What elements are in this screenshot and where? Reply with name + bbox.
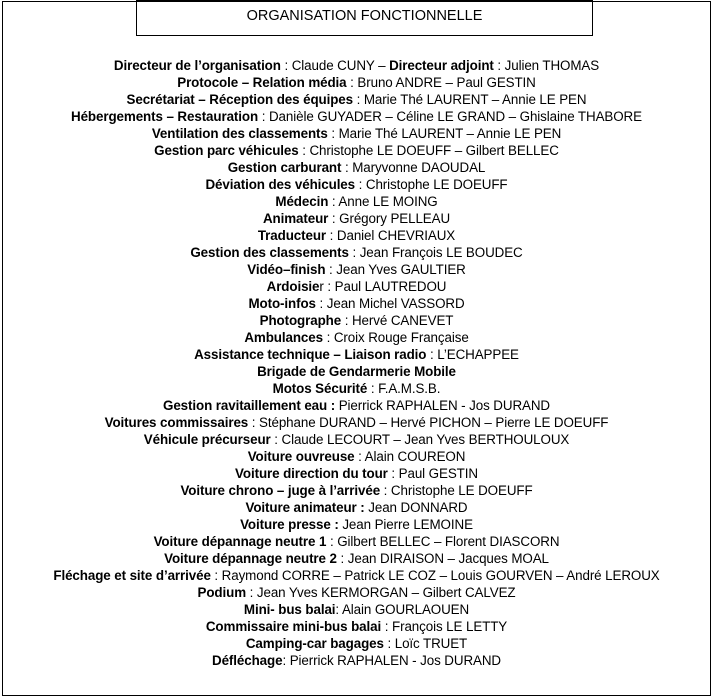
entry-row	[2, 57, 711, 74]
entry-role: Animateur	[262, 211, 329, 226]
entry-row	[2, 278, 711, 295]
entry-row	[2, 312, 711, 329]
entry-role: Mini- bus balai	[243, 602, 336, 617]
entry-separator: :	[322, 330, 334, 345]
entry-role: Voiture chrono – juge à l’arrivée	[180, 483, 381, 498]
entry-role: Voiture dépannage neutre 1	[153, 534, 327, 549]
entry-row	[2, 363, 711, 380]
entry-role: Voiture ouvreuse	[247, 449, 355, 464]
entry-separator: :	[258, 109, 269, 124]
entry-names: Christophe LE DOEUFF	[365, 177, 508, 192]
entry-role: Assistance technique – Liaison radio	[194, 347, 427, 362]
entry-row	[2, 465, 711, 482]
entry-separator: :	[328, 211, 340, 226]
entry-role: Directeur de l’organisation	[113, 58, 281, 73]
entry-role: Hébergements – Restauration	[71, 109, 259, 124]
entry-row	[2, 482, 711, 499]
entry-names: Jean Yves GAULTIER	[336, 262, 466, 277]
entry-separator: :	[381, 619, 392, 634]
entry-row	[2, 227, 711, 244]
entry-separator: :	[270, 432, 282, 447]
entry-row	[2, 431, 711, 448]
entry-separator: :	[335, 602, 342, 617]
entry-row	[2, 91, 711, 108]
entry-names: Stéphane DURAND – Hervé PICHON – Pierre LE DOEUFF	[259, 415, 609, 430]
entry-role: Gestion des classements	[190, 245, 349, 260]
entry-separator: :	[380, 483, 391, 498]
entry-row	[2, 74, 711, 91]
entry-names: Danièle GUYADER – Céline LE GRAND – Ghislaine THABORE	[268, 109, 642, 124]
entry-separator: :	[341, 313, 352, 328]
entry-row	[2, 584, 711, 601]
entry-role: Gestion ravitaillement eau :	[163, 398, 336, 413]
title-box	[136, 0, 593, 36]
entry-separator: :	[298, 143, 310, 158]
entry-row	[2, 499, 711, 516]
entry-names: Pierrick RAPHALEN - Jos DURAND	[289, 653, 501, 668]
entry-separator: :	[327, 126, 339, 141]
entry-row	[2, 516, 711, 533]
entry-separator: :	[354, 449, 365, 464]
entry-row	[2, 601, 711, 618]
entry-names: L’ECHAPPEE	[437, 347, 519, 362]
entry-separator: :	[426, 347, 438, 362]
entry-row	[2, 635, 711, 652]
entry-role: Ardoisie	[266, 279, 320, 294]
entry-row	[2, 176, 711, 193]
entry-role: Commissaire mini-bus balai	[205, 619, 382, 634]
entry-names: Christophe LE DOEUFF – Gilbert BELLEC	[309, 143, 559, 158]
entry-names: Paul LAUTREDOU	[334, 279, 447, 294]
organisation-list	[2, 57, 711, 669]
entry-role: Protocole – Relation média	[177, 75, 347, 90]
entry-role-secondary: Directeur adjoint	[389, 58, 494, 73]
entry-role: Motos Sécurité	[272, 381, 368, 396]
entry-role: Voitures commissaires	[104, 415, 249, 430]
entry-separator: :	[282, 653, 290, 668]
entry-names: Christophe LE DOEUFF	[390, 483, 533, 498]
entry-separator: :	[348, 245, 360, 260]
entry-names: Loïc TRUET	[394, 636, 468, 651]
entry-names: Jean Yves KERMORGAN – Gilbert CALVEZ	[256, 585, 516, 600]
entry-role: Véhicule précurseur	[143, 432, 271, 447]
entry-role: Médecin	[275, 194, 329, 209]
entry-role: Secrétariat – Réception des équipes	[126, 92, 353, 107]
entry-role: Ambulances	[244, 330, 323, 345]
entry-names: Jean Michel VASSORD	[326, 296, 465, 311]
entry-names: Jean DONNARD	[368, 500, 468, 515]
entry-row	[2, 652, 711, 669]
entry-separator: :	[355, 177, 366, 192]
entry-role: Gestion carburant	[227, 160, 342, 175]
entry-row	[2, 193, 711, 210]
entry-role: Podium	[197, 585, 246, 600]
entry-separator: :	[336, 551, 348, 566]
entry-names: Alain GOURLAOUEN	[341, 602, 470, 617]
entry-separator: :	[328, 194, 339, 209]
entry-role: Voiture dépannage neutre 2	[164, 551, 337, 566]
entry-row	[2, 159, 711, 176]
entry-separator: :	[387, 466, 399, 481]
entry-separator: :	[341, 160, 353, 175]
entry-separator: :	[315, 296, 327, 311]
entry-role: Voiture presse :	[240, 517, 343, 532]
entry-row	[2, 550, 711, 567]
entry-row	[2, 261, 711, 278]
entry-names: Bruno ANDRE – Paul GESTIN	[357, 75, 536, 90]
entry-names: François LE LETTY	[392, 619, 508, 634]
entry-row	[2, 397, 711, 414]
entry-names: Paul GESTIN	[398, 466, 478, 481]
entry-role: Brigade de Gendarmerie Mobile	[257, 364, 456, 379]
entry-role: Défléchage	[212, 653, 283, 668]
entry-separator: :	[325, 262, 337, 277]
entry-role: Traducteur	[257, 228, 327, 243]
entry-separator: :	[383, 636, 395, 651]
entry-separator: :	[248, 415, 260, 430]
page-title: ORGANISATION FONCTIONNELLE	[246, 8, 483, 24]
entry-separator: :	[280, 58, 292, 73]
entry-row	[2, 533, 711, 550]
entry-separator-secondary: :	[493, 58, 505, 73]
entry-names: Daniel CHEVRIAUX	[336, 228, 456, 243]
entry-names: Hervé CANEVET	[351, 313, 454, 328]
entry-separator: r :	[319, 279, 335, 294]
entry-names: Anne LE MOING	[338, 194, 438, 209]
entry-names: Alain COUREON	[364, 449, 466, 464]
entry-row	[2, 210, 711, 227]
entry-names: Croix Rouge Française	[333, 330, 469, 345]
entry-row	[2, 448, 711, 465]
entry-names: F.A.M.S.B.	[378, 381, 441, 396]
entry-names: Jean DIRAISON – Jacques MOAL	[347, 551, 549, 566]
entry-names: Claude CUNY –	[291, 58, 390, 73]
entry-role: Camping-car bagages	[245, 636, 384, 651]
entry-row	[2, 125, 711, 142]
entry-separator: :	[353, 92, 364, 107]
entry-names: Grégory PELLEAU	[339, 211, 451, 226]
entry-names: Gilbert BELLEC – Florent DIASCORN	[337, 534, 560, 549]
entry-row	[2, 346, 711, 363]
entry-separator: :	[326, 534, 338, 549]
entry-names: Pierrick RAPHALEN - Jos DURAND	[338, 398, 550, 413]
entry-row	[2, 329, 711, 346]
entry-row	[2, 108, 711, 125]
entry-separator: :	[367, 381, 379, 396]
entry-role: Voiture direction du tour	[235, 466, 388, 481]
entry-row	[2, 618, 711, 635]
entry-row	[2, 380, 711, 397]
entry-role: Moto-infos	[248, 296, 316, 311]
entry-names: Marie Thé LAURENT – Annie LE PEN	[338, 126, 562, 141]
entry-names: Claude LECOURT – Jean Yves BERTHOULOUX	[281, 432, 570, 447]
entry-names-secondary: Julien THOMAS	[504, 58, 600, 73]
entry-names: Jean Pierre LEMOINE	[342, 517, 473, 532]
entry-separator: :	[346, 75, 358, 90]
entry-role: Gestion parc véhicules	[154, 143, 299, 158]
entry-role: Fléchage et site d’arrivée	[53, 568, 211, 583]
entry-row	[2, 567, 711, 584]
entry-names: Raymond CORRE – Patrick LE COZ – Louis GOURVEN – André LEROUX	[221, 568, 660, 583]
entry-role: Ventilation des classements	[151, 126, 328, 141]
entry-names: Marie Thé LAURENT – Annie LE PEN	[363, 92, 587, 107]
entry-separator: :	[326, 228, 337, 243]
entry-names: Maryvonne DAOUDAL	[352, 160, 486, 175]
entry-names: Jean François LE BOUDEC	[359, 245, 523, 260]
entry-row	[2, 244, 711, 261]
entry-separator: :	[246, 585, 257, 600]
entry-role: Photographe	[259, 313, 342, 328]
entry-separator: :	[210, 568, 222, 583]
entry-row	[2, 295, 711, 312]
entry-row	[2, 414, 711, 431]
entry-role: Voiture animateur :	[245, 500, 365, 515]
entry-row	[2, 142, 711, 159]
entry-role: Vidéo–finish	[247, 262, 326, 277]
entry-role: Déviation des véhicules	[205, 177, 356, 192]
